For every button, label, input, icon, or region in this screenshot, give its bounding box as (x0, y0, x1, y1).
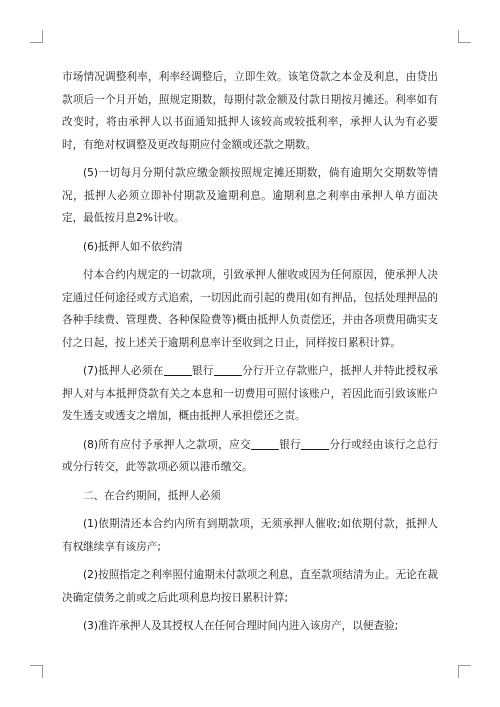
paragraph-1 (62, 66, 438, 156)
paragraph-text: (3)准许承押人及其授权人在任何合理时间内进入该房产，以便查验; (83, 620, 399, 632)
paragraph-text: (6)抵押人如不依约清 (83, 240, 183, 253)
paragraph-clause-6 (62, 236, 438, 259)
paragraph-text: 付本合约内规定的一切款项，引致承押人催收或因为任何原因，使承押人决定通过任何途径或方式追索，一切因此而引起的费用(如有押品，包括处理押品的各种手续费、管理费、各种保险费等)概由抵押人负责偿还，并由各项费用确实支付之日起，按上述关于逾期利息率计至收到之日止，同样按日累积计算。 (62, 269, 438, 349)
paragraph-text: (1)依期清还本合约内所有到期款项，无须承押人催收;如依期付款，抵押人有权继续享有该房产; (62, 518, 438, 553)
paragraph-clause-6-body (62, 264, 438, 354)
crop-mark-top-left (30, 30, 43, 43)
paragraph-clause-7 (62, 360, 438, 428)
paragraph-item-2 (62, 564, 438, 609)
document-body (62, 66, 438, 644)
section-heading-2 (62, 485, 438, 508)
paragraph-text: (7)抵押人必须在 (83, 365, 164, 377)
paragraph-item-3 (62, 615, 438, 638)
paragraph-text: (8)所有应付予承押人之款项，应交 (83, 438, 251, 451)
fill-in-blank-branch[interactable] (214, 363, 242, 376)
paragraph-text: (2)按照指定之利率照付逾期未付款项之利息，直至款项结清为止。无论在裁决确定债务之前或之后此项利息均按日累积计算; (62, 569, 438, 604)
paragraph-text: (5)一切每月分期付款应缴金额按照规定摊还期数，倘有逾期欠交期数等情况，抵押人必须立即补付期款及逾期利息。逾期利息之利率由承押人单方面决定，最低按月息2%计收。 (62, 167, 438, 224)
fill-in-blank-bank[interactable] (251, 437, 279, 450)
paragraph-item-1 (62, 513, 438, 558)
paragraph-text: 分行开立存款账户，抵押人并特此授权承押人对与本抵押贷款有关之本息和一切费用可照付该账户，若因此而引致该账户发生透支或透支之增加，概由抵押人承担偿还之责。 (62, 365, 439, 422)
paragraph-text: 银行 (278, 438, 302, 451)
paragraph-text: 银行 (191, 365, 214, 377)
paragraph-clause-8 (62, 434, 438, 479)
paragraph-text: 二、在合约期间，抵押人必须 (83, 489, 221, 502)
paragraph-clause-5 (62, 162, 438, 230)
crop-mark-bottom-left (30, 665, 43, 678)
crop-mark-bottom-right (458, 665, 471, 678)
fill-in-blank-bank[interactable] (164, 363, 192, 376)
paragraph-text: 分行或经由该行之总行或分行转交，此等款项必须以港币缴交。 (62, 438, 439, 473)
crop-mark-top-right (458, 30, 471, 43)
paragraph-text: 市场情况调整利率，利率经调整后，立即生效。该笔贷款之本金及利息，由贷出款项后一个月开始，照规定期数，每期付款金额及付款日期按月摊还。利率如有改变时，将由承押人以书面通知抵押人该较高或较抵利率，承押人认为有必要时，有绝对权调整及更改每期应付金额或还款之期数。 (62, 71, 438, 151)
fill-in-blank-branch[interactable] (301, 437, 329, 450)
